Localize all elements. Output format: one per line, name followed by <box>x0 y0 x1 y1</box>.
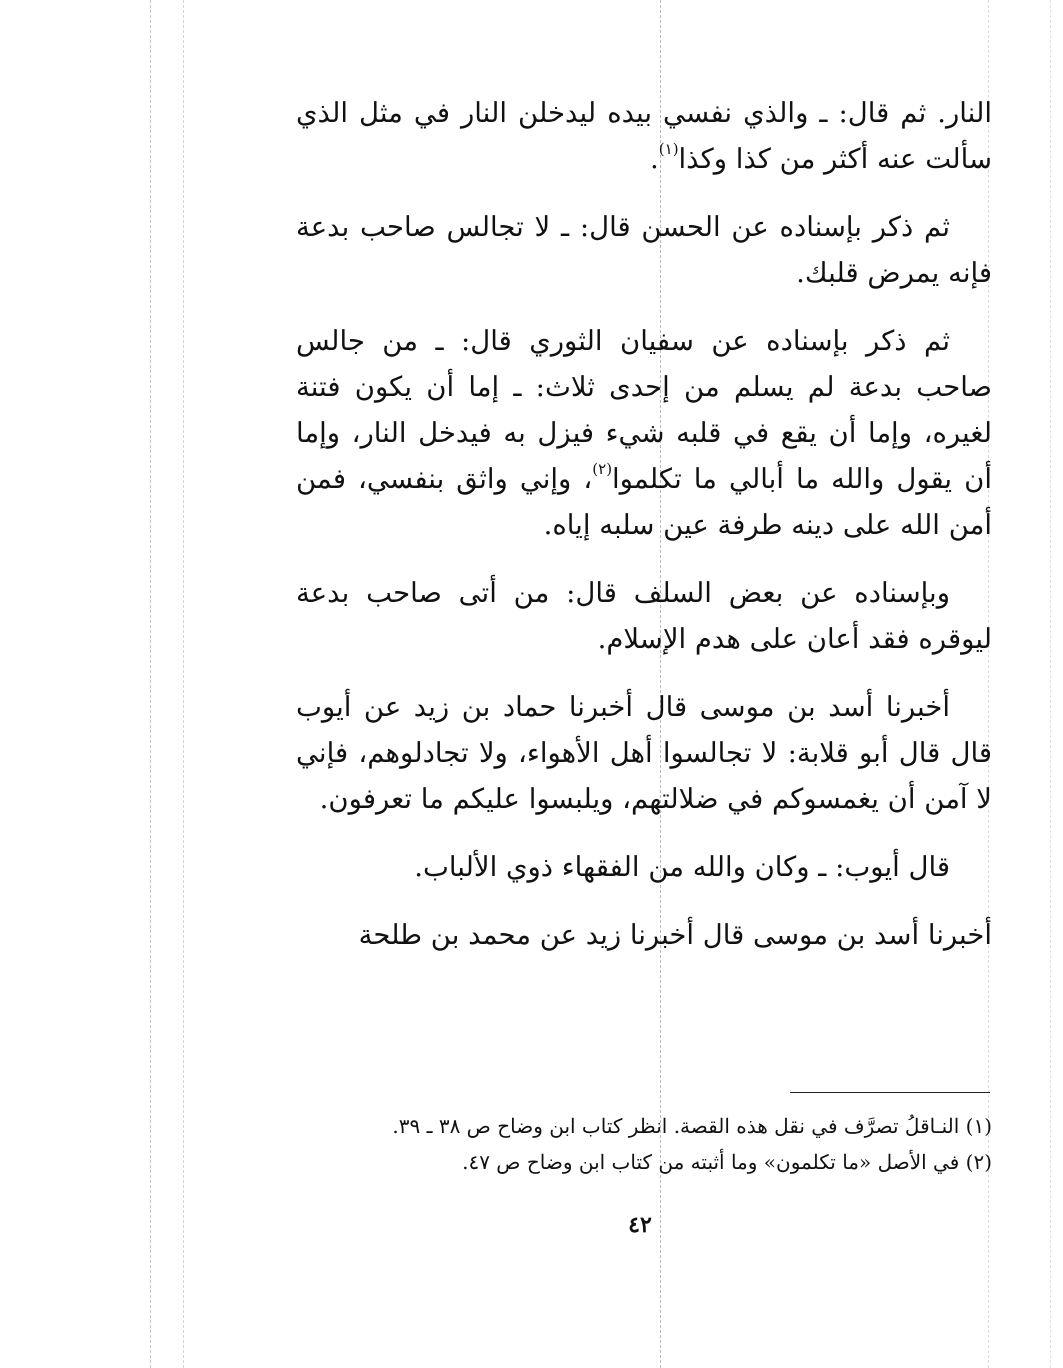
page-body <box>296 90 992 980</box>
footnote-1: (١) النـاقلُ تصرَّف في نقل هذه القصة. انظر كتاب ابن وضاح ص ٣٨ ـ ٣٩. <box>392 1114 992 1138</box>
paragraph-text: قال أيوب: ـ وكان والله من الفقهاء ذوي الألباب. <box>414 851 950 883</box>
paragraph-1 <box>296 90 992 182</box>
footnote-2: (٢) في الأصل «ما تكلمون» وما أثبته من كتاب ابن وضاح ص ٤٧. <box>462 1150 992 1174</box>
paragraph-tail: ، وإني واثق بنفسي، فمن أمن الله على دينه طرفة عين سلبه إياه. <box>296 463 992 541</box>
scan-artifact-line <box>1050 0 1051 1368</box>
page-number: ٤٢ <box>628 1212 652 1238</box>
paragraph-5 <box>296 684 992 822</box>
scan-artifact-line <box>150 0 151 1368</box>
paragraph-text: ثم ذكر بإسناده عن سفيان الثوري قال: ـ من جالس صاحب بدعة لم يسلم من إحدى ثلاث: ـ إما أن يكون فتنة لغيره، وإما أن يقع في قلبه شيء فيزل به فيدخل النار، وإما أن يقول والله ما أبالي ما تكلموا <box>296 325 992 495</box>
paragraph-text: النار. ثم قال: ـ والذي نفسي بيده ليدخلن النار في مثل الذي سألت عنه أكثر من كذا وكذا <box>296 97 992 175</box>
paragraph-text: ثم ذكر بإسناده عن الحسن قال: ـ لا تجالس صاحب بدعة فإنه يمرض قلبك. <box>296 211 992 289</box>
paragraph-text: أخبرنا أسد بن موسى قال أخبرنا حماد بن زيد عن أيوب قال قال أبو قلابة: لا تجالسوا أهل الأهواء، ولا تجادلوهم، فإني لا آمن أن يغمسوكم في ضلالتهم، ويلبسوا عليكم ما تعرفون. <box>296 691 992 815</box>
paragraph-text: وبإسناده عن بعض السلف قال: من أتى صاحب بدعة ليوقره فقد أعان على هدم الإسلام. <box>296 577 992 655</box>
footnote-divider <box>790 1092 990 1093</box>
paragraph-4 <box>296 570 992 662</box>
footnotes <box>300 1108 992 1180</box>
footnote-ref-1[interactable]: (١) <box>658 140 679 158</box>
footnote-ref-2[interactable]: (٢) <box>592 460 613 478</box>
paragraph-3 <box>296 318 992 548</box>
paragraph-7 <box>296 912 992 958</box>
paragraph-tail: . <box>650 143 659 175</box>
paragraph-text: أخبرنا أسد بن موسى قال أخبرنا زيد عن محمد بن طلحة <box>358 919 992 951</box>
paragraph-6 <box>296 844 992 890</box>
paragraph-2 <box>296 204 992 296</box>
scan-artifact-line <box>183 0 184 1368</box>
